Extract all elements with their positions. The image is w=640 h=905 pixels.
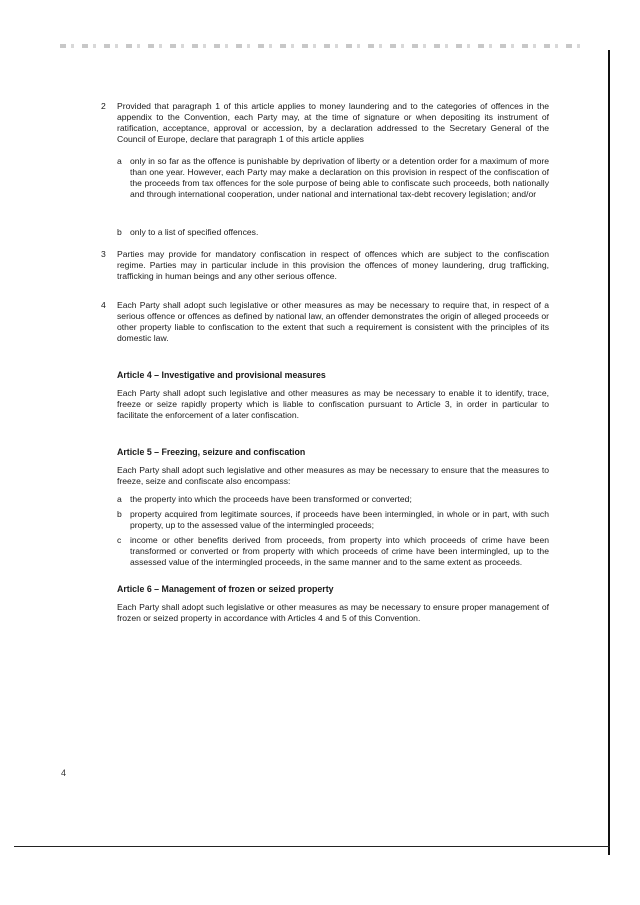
list-item — [117, 494, 549, 505]
article-3-paragraph-4 — [101, 300, 549, 344]
paragraph-number: 2 — [101, 101, 106, 111]
article-6-text: Each Party shall adopt such legislative or other measures as may be necessary to ensure proper management of frozen or seized property in accordance with Articles 4 and 5 of this Convention. — [117, 602, 549, 623]
list-item-text: only to a list of specified offences. — [130, 227, 259, 237]
article-5-text: Each Party shall adopt such legislative and other measures as may be necessary to ensure that the measures to freeze, seize and confiscate also encompass: — [117, 465, 549, 486]
list-item-letter: b — [117, 227, 122, 237]
list-item-text: property acquired from legitimate sources, if proceeds have been intermingled, in whole or in part, with such property, up to the assessed value of the intermingled proceeds; — [130, 509, 549, 530]
list-item — [117, 509, 549, 531]
paragraph-text: Provided that paragraph 1 of this article applies to money laundering and to the categories of offences in the appendix to the Convention, each Party may, at the time of signature or when depositing its instrument of ratification, acceptance, approval or accession, by a declaration addressed to the Secretary General of the Council of Europe, declare that paragraph 1 of this article applies — [117, 101, 549, 144]
list-item-letter: a — [117, 494, 122, 504]
list-item-text: income or other benefits derived from proceeds, from property into which proceeds of crime have been transformed or converted or from property with which proceeds of crime have been intermingled, up to the assessed value of the intermingled proceeds, in the same manner and to the same extent as proceeds. — [130, 535, 549, 567]
article-4-heading: Article 4 – Investigative and provisional measures — [117, 370, 326, 380]
article-5-heading: Article 5 – Freezing, seizure and confiscation — [117, 447, 306, 457]
article-4-text: Each Party shall adopt such legislative and other measures as may be necessary to enable it to identify, trace, freeze or seize rapidly property which is liable to confiscation pursuant to Article 3, in order in particular to facilitate the enforcement of a later confiscation. — [117, 388, 549, 420]
article-3-paragraph-3 — [101, 249, 549, 282]
list-item-text: only in so far as the offence is punishable by deprivation of liberty or a detention order for a maximum of more than one year. However, each Party may make a declaration on this provision in respect of the confiscation of the proceeds from tax offences for the sole purpose of being able to confiscate such proceeds, both nationally and through international cooperation, under national and international tax-debt recovery legislation; and/or — [130, 156, 549, 199]
list-item-text: the property into which the proceeds have been transformed or converted; — [130, 494, 412, 504]
page-number: 4 — [61, 768, 67, 778]
document-body — [101, 101, 549, 631]
list-item-letter: a — [117, 156, 122, 166]
page-edge-bottom — [14, 846, 610, 847]
list-item — [117, 227, 549, 238]
paragraph-text: Parties may provide for mandatory confiscation in respect of offences which are subject to the confiscation regime. Parties may in particular include in this provision the offences of money laundering, drug trafficking, trafficking in human beings and any other serious offence. — [117, 249, 549, 281]
paragraph-number: 4 — [101, 300, 106, 310]
paragraph-number: 3 — [101, 249, 106, 259]
article-3-paragraph-2 — [101, 101, 549, 238]
list-item — [117, 156, 549, 200]
scan-artifact-top — [60, 44, 580, 48]
list-item-letter: c — [117, 535, 122, 545]
list-item-letter: b — [117, 509, 122, 519]
page-edge-right — [608, 50, 610, 855]
list-item — [117, 535, 549, 568]
paragraph-text: Each Party shall adopt such legislative or other measures as may be necessary to require that, in respect of a serious offence or offences as defined by national law, an offender demonstrates the origin of alleged proceeds or other property liable to confiscation to the extent that such a requirement is consistent with the principles of its domestic law. — [117, 300, 549, 343]
article-6-heading: Article 6 – Management of frozen or seized property — [117, 584, 334, 594]
